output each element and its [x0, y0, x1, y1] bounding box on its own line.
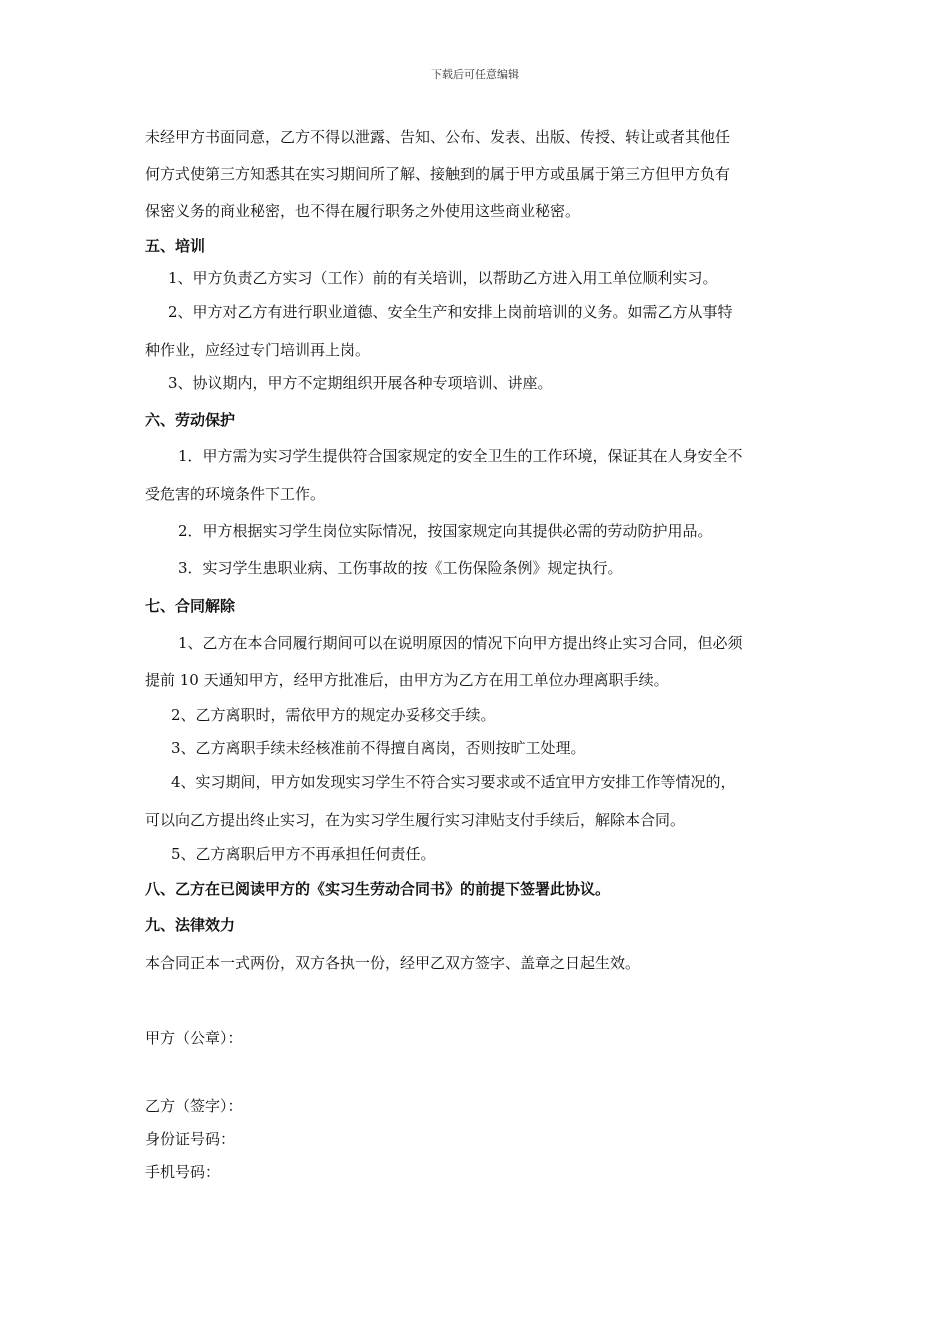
- party-b-signature-label: 乙方（签字）：: [145, 1097, 243, 1115]
- body-line: 5、乙方离职后甲方不再承担任何责任。: [171, 845, 436, 863]
- body-line: 1、甲方负责乙方实习（工作）前的有关培训，以帮助乙方进入用工单位顺利实习。: [168, 269, 718, 287]
- body-line: 2、乙方离职时，需依甲方的规定办妥移交手续。: [171, 706, 496, 724]
- body-line: 1、乙方在本合同履行期间可以在说明原因的情况下向甲方提出终止实习合同，但必须: [178, 634, 743, 652]
- body-line: 本合同正本一式两份，双方各执一份，经甲乙双方签字、盖章之日起生效。: [145, 954, 641, 972]
- section-heading-termination: 七、合同解除: [145, 597, 236, 615]
- body-line: 2、甲方对乙方有进行职业道德、安全生产和安排上岗前培训的义务。如需乙方从事特: [168, 303, 733, 321]
- section-heading-training: 五、培训: [145, 237, 206, 255]
- body-line: 受危害的环境条件下工作。: [145, 485, 326, 503]
- body-line: 3．实习学生患职业病、工伤事故的按《工伤保险条例》规定执行。: [178, 559, 623, 577]
- body-line: 4、实习期间，甲方如发现实习学生不符合实习要求或不适宜甲方安排工作等情况的，: [171, 773, 736, 791]
- section-heading-labor-protection: 六、劳动保护: [145, 411, 236, 429]
- body-line: 何方式使第三方知悉其在实习期间所了解、接触到的属于甲方或虽属于第三方但甲方负有: [145, 165, 731, 183]
- id-number-label: 身份证号码：: [145, 1130, 236, 1148]
- body-line: 1．甲方需为实习学生提供符合国家规定的安全卫生的工作环境，保证其在人身安全不: [178, 447, 743, 465]
- body-line: 种作业，应经过专门培训再上岗。: [145, 341, 371, 359]
- body-line: 3、乙方离职手续未经核准前不得擅自离岗，否则按旷工处理。: [171, 739, 586, 757]
- body-line: 2．甲方根据实习学生岗位实际情况，按国家规定向其提供必需的劳动防护用品。: [178, 522, 713, 540]
- party-a-seal-label: 甲方（公章）：: [145, 1029, 243, 1047]
- section-heading-agreement: 八、乙方在已阅读甲方的《实习生劳动合同书》的前提下签署此协议。: [145, 880, 611, 898]
- body-line: 可以向乙方提出终止实习，在为实习学生履行实习津贴支付手续后，解除本合同。: [145, 811, 686, 829]
- body-line: 提前 10 天通知甲方，经甲方批准后，由甲方为乙方在用工单位办理离职手续。: [145, 671, 669, 689]
- phone-number-label: 手机号码：: [145, 1163, 221, 1181]
- section-heading-legal-effect: 九、法律效力: [145, 916, 236, 934]
- page-header: 下载后可任意编辑: [431, 68, 519, 81]
- body-line: 3、协议期内，甲方不定期组织开展各种专项培训、讲座。: [168, 374, 553, 392]
- body-line: 未经甲方书面同意，乙方不得以泄露、告知、公布、发表、出版、传授、转让或者其他任: [145, 128, 731, 146]
- body-line: 保密义务的商业秘密，也不得在履行职务之外使用这些商业秘密。: [145, 202, 581, 220]
